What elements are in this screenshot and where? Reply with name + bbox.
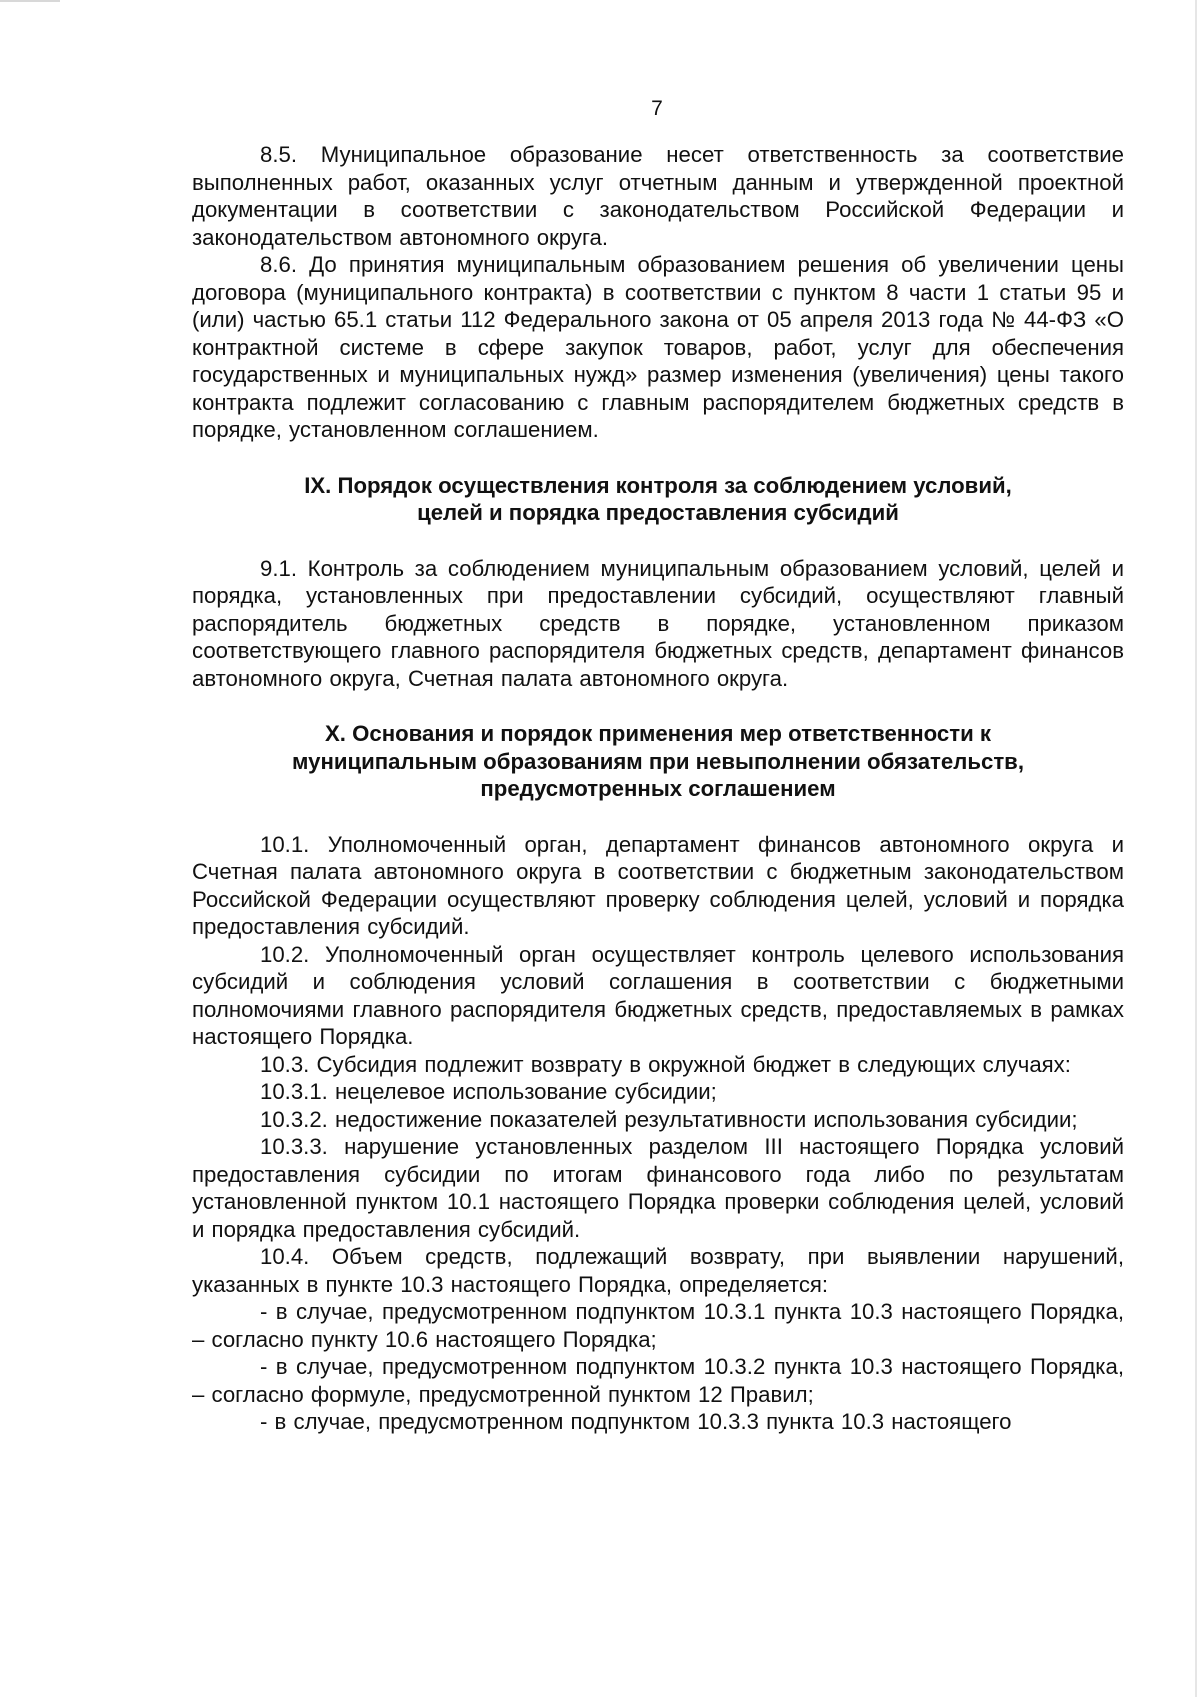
paragraph-10-3: 10.3. Субсидия подлежит возврату в окружной бюджет в следующих случаях: [260,1051,1071,1077]
scan-edge-top [0,0,60,2]
document-body [192,141,1124,1436]
paragraph-9-1: 9.1. Контроль за соблюдением муниципальным образованием условий, целей и порядка, установленных при предоставлении субсидий, осуществляют главный распорядитель бюджетных средств в порядке, установленном приказом соответствующего главного распорядителя бюджетных средств, департамент финансов автономного округа, Счетная палата автономного округа. [192,555,1124,691]
section-heading-x-line-2: муниципальным образованиям при невыполнении обязательств, [292,748,1024,774]
paragraph-8-5: 8.5. Муниципальное образование несет ответственность за соответствие выполненных работ, оказанных услуг отчетным данным и утвержденной проектной документации в соответствии с законодательством Российской Федерации и законодательством автономного округа. [192,142,1124,250]
list-item-10-4-c: - в случае, предусмотренном подпунктом 10.3.3 пункта 10.3 настоящего [260,1409,1012,1434]
section-heading-ix-line-2: целей и порядка предоставления субсидий [417,500,899,525]
section-heading-ix [192,472,1124,527]
section-heading-x-line-1: X. Основания и порядок применения мер ответственности к [324,721,991,746]
paragraph-10-1: 10.1. Уполномоченный орган, департамент финансов автономного округа и Счетная палата автономного округа в соответствии с бюджетным законодательством Российской Федерации осуществляют проверку соблюдения целей, условий и порядка предоставления субсидий. [192,831,1124,939]
section-heading-x [192,720,1124,803]
page-number: 7 [651,97,663,120]
scan-edge-right [1195,0,1197,1697]
list-item-10-4-a: - в случае, предусмотренном подпунктом 10.3.1 пункта 10.3 настоящего Порядка, – согласно пункту 10.6 настоящего Порядка; [192,1299,1124,1352]
paragraph-10-3-2: 10.3.2. недостижение показателей результативности использования субсидии; [260,1106,1078,1132]
section-heading-x-line-3: предусмотренных соглашением [480,776,836,801]
list-item-10-4-b: - в случае, предусмотренном подпунктом 10.3.2 пункта 10.3 настоящего Порядка, – согласно формуле, предусмотренной пунктом 12 Правил; [192,1354,1124,1407]
section-heading-ix-line-1: IX. Порядок осуществления контроля за соблюдением условий, [304,472,1012,498]
paragraph-10-4: 10.4. Объем средств, подлежащий возврату, при выявлении нарушений, указанных в пункте 10.3 настоящего Порядка, определяется: [192,1244,1124,1297]
paragraph-10-3-3: 10.3.3. нарушение установленных разделом III настоящего Порядка условий предоставления субсидии по итогам финансового года либо по результатам установленной пунктом 10.1 настоящего Порядка проверки соблюдения целей, условий и порядка предоставления субсидий. [192,1134,1124,1242]
paragraph-8-6: 8.6. До принятия муниципальным образованием решения об увеличении цены договора (муниципального контракта) в соответствии с пунктом 8 части 1 статьи 95 и (или) частью 65.1 статьи 112 Федерального закона от 05 апреля 2013 года № 44-ФЗ «О контрактной системе в сфере закупок товаров, работ, услуг для обеспечения государственных и муниципальных нужд» размер изменения (увеличения) цены такого контракта подлежит согласованию с главным распорядителем бюджетных средств в порядке, установленном соглашением. [192,252,1124,442]
paragraph-10-2: 10.2. Уполномоченный орган осуществляет контроль целевого использования субсидий и соблюдения условий соглашения в соответствии с бюджетными полномочиями главного распорядителя бюджетных средств, предоставляемых в рамках настоящего Порядка. [192,941,1124,1049]
paragraph-10-3-1: 10.3.1. нецелевое использование субсидии; [260,1079,717,1104]
